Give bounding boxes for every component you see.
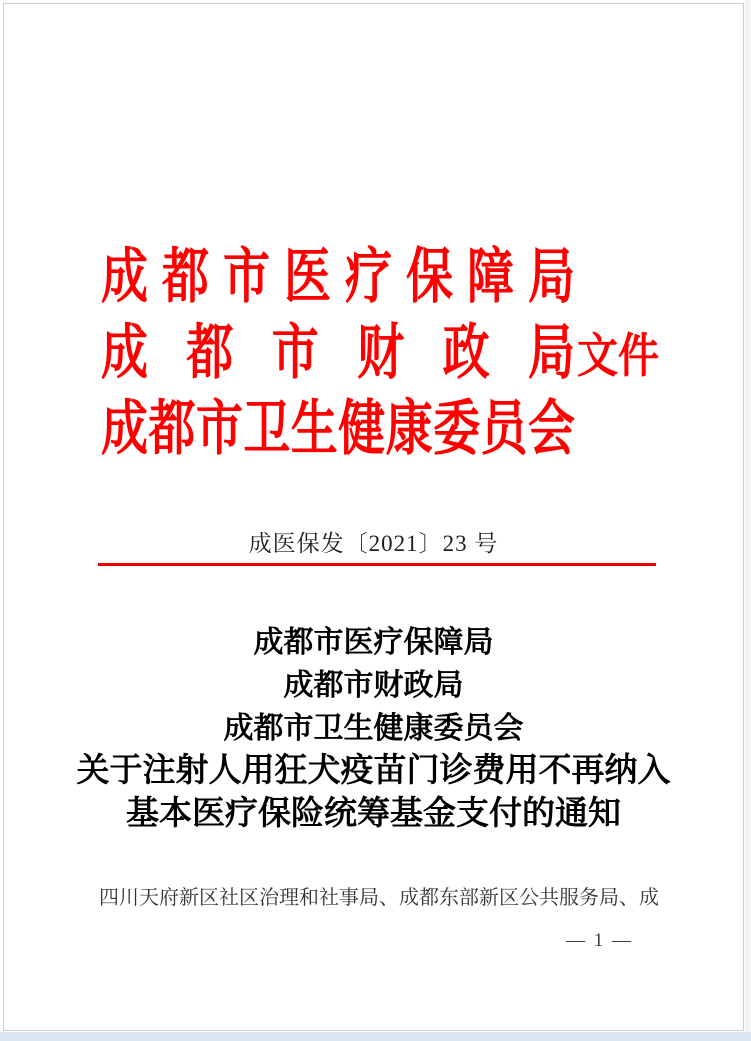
title-agency-2: 成都市财政局 (283, 669, 464, 702)
document-page (3, 3, 744, 1031)
viewer-bottom-edge (0, 1032, 751, 1041)
title-agency-3: 成都市卫生健康委员会 (223, 712, 524, 745)
title-subject-line-2: 基本医疗保险统筹基金支付的通知 (126, 796, 621, 832)
page-number: — 1 — (566, 930, 633, 951)
title-agency-1: 成都市医疗保障局 (253, 626, 494, 659)
letterhead-agency-2: 成 都 市 财 政 局 (101, 320, 575, 388)
viewer-right-edge (745, 0, 751, 1032)
body-first-line: 四 川 天 府 新 区 社 区 治 理 和 社 事 局 、 成 都 东 部 新 区 公 共 服 务 局 、 成 (99, 887, 659, 909)
red-divider-line (98, 563, 656, 566)
letterhead-agency-1: 成 都 市 医 疗 保 障 局 (101, 244, 575, 312)
letterhead (101, 240, 659, 468)
reference-number: 成医保发〔2021〕23 号 (248, 531, 499, 556)
letterhead-document-label: 文件 (577, 329, 659, 383)
letterhead-agency-3: 成 都 市 卫 生 健 康 委 员 会 (101, 396, 575, 464)
document-title (4, 621, 743, 836)
title-subject-line-1: 关于注射人用狂犬疫苗门诊费用不再纳入 (76, 753, 671, 789)
